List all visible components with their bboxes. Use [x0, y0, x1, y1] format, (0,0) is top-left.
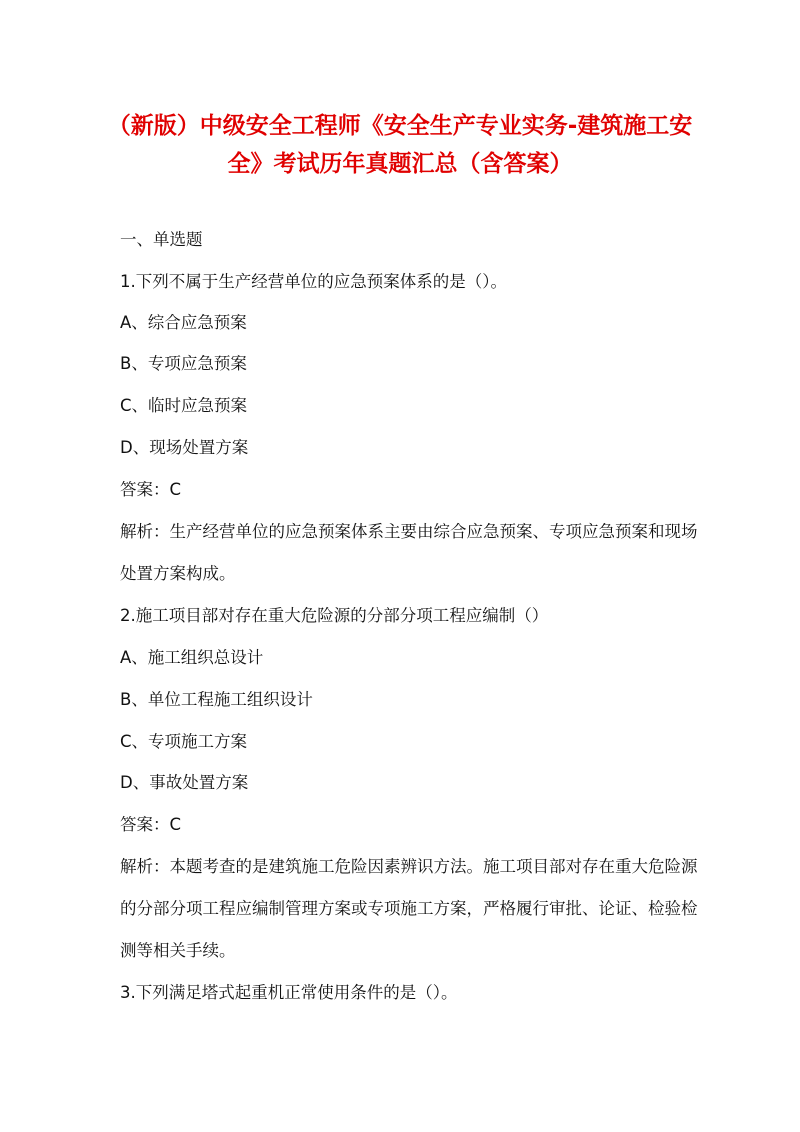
question-1-analysis-line-2: 处置方案构成。 [120, 564, 236, 583]
question-2-option-b: B、单位工程施工组织设计 [120, 690, 313, 709]
question-2-analysis-line-2: 的分部分项工程应编制管理方案或专项施工方案，严格履行审批、论证、检验检 [120, 899, 698, 918]
question-1-stem: 1.下列不属于生产经营单位的应急预案体系的是（）。 [120, 272, 507, 291]
question-3-stem: 3.下列满足塔式起重机正常使用条件的是（）。 [120, 983, 458, 1002]
question-2-analysis-line-1: 解析：本题考查的是建筑施工危险因素辨识方法。施工项目部对存在重大危险源 [120, 857, 698, 876]
question-1-analysis-line-1: 解析：生产经营单位的应急预案体系主要由综合应急预案、专项应急预案和现场 [120, 522, 698, 541]
question-1-answer: 答案：C [120, 480, 182, 499]
question-2-option-c: C、专项施工方案 [120, 732, 248, 751]
question-1-option-a: A、综合应急预案 [120, 313, 247, 332]
question-2-stem: 2.施工项目部对存在重大危险源的分部分项工程应编制（） [120, 606, 549, 625]
question-1-option-d: D、现场处置方案 [120, 438, 249, 457]
question-2-analysis-line-3: 测等相关手续。 [120, 941, 236, 960]
question-2-answer: 答案：C [120, 815, 182, 834]
question-2-option-a: A、施工组织总设计 [120, 648, 264, 667]
question-2-option-d: D、事故处置方案 [120, 773, 249, 792]
document-title-line-1: （新版）中级安全工程师《安全生产专业实务-建筑施工安 [107, 113, 693, 139]
section-heading: 一、单选题 [120, 230, 203, 249]
question-1-option-b: B、专项应急预案 [120, 354, 247, 373]
question-1-option-c: C、临时应急预案 [120, 396, 248, 415]
document-title-line-2: 全》考试历年真题汇总（含答案） [227, 151, 573, 177]
